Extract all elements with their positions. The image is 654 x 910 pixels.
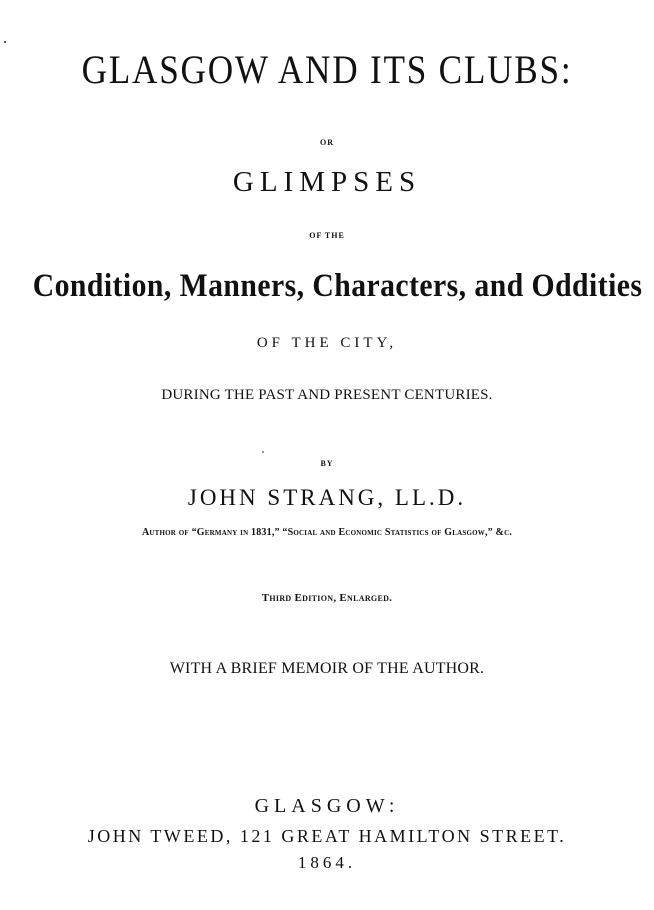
during-line: DURING THE PAST AND PRESENT CENTURIES. [161,387,493,403]
by-connector: BY [320,459,334,468]
imprint-place: GLASGOW: [254,795,400,817]
gothic-subtitle: Condition, Manners, Characters, and Oddities [32,268,643,304]
or-connector: OR [320,138,334,147]
of-the-connector: OF THE [309,231,345,240]
author-credentials: Author of “Germany in 1831,” “Social and Economic Statistics of Glasgow,” &c. [141,527,513,538]
imprint-year: 1864. [297,853,357,872]
author-name: JOHN STRANG, LL.D. [187,485,467,510]
main-title: GLASGOW AND ITS CLUBS: [81,47,573,92]
of-the-city: OF THE CITY, [256,335,398,351]
scan-dot [262,451,264,453]
imprint-publisher: JOHN TWEED, 121 GREAT HAMILTON STREET. [87,826,567,846]
edition-note: Third Edition, Enlarged. [261,592,393,604]
scan-speck [4,41,6,43]
glimpses-heading: GLIMPSES [232,166,422,198]
memoir-note: WITH A BRIEF MEMOIR OF THE AUTHOR. [169,660,485,677]
